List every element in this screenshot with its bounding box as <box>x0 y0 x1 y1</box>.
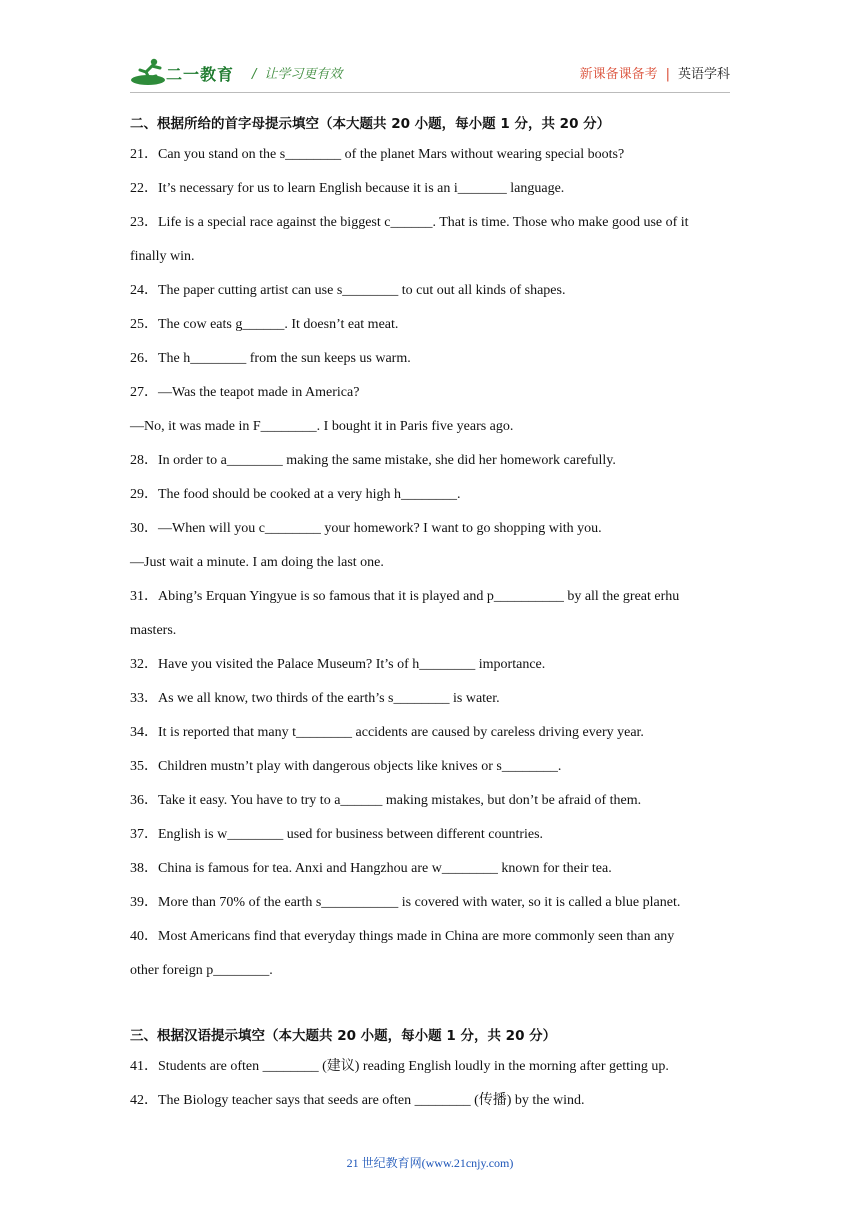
question-line: 22．It’s necessary for us to learn English because it is an i_______ language. <box>130 181 565 196</box>
header-course-label: 新课备课备考 <box>579 67 658 82</box>
question-line: 25．The cow eats g______. It doesn’t eat meat. <box>130 317 399 332</box>
question-line: —Just wait a minute. I am doing the last one. <box>130 555 384 570</box>
question-line: 27．—Was the teapot made in America? <box>130 385 360 400</box>
question-line: finally win. <box>130 249 195 264</box>
question-line: 36．Take it easy. You have to try to a______ making mistakes, but don’t be afraid of them. <box>130 793 642 808</box>
section-2-title: 二、根据所给的首字母提示填空（本大题共 20 小题，每小题 1 分，共 20 分） <box>130 116 611 132</box>
slogan: / 让学习更有效 <box>252 67 343 82</box>
question-line: 30．—When will you c________ your homework? I want to go shopping with you. <box>130 521 602 536</box>
question-line: 35．Children mustn’t play with dangerous objects like knives or s________. <box>130 759 562 774</box>
logo-text: 二一教育 <box>166 65 235 84</box>
header-divider <box>130 92 730 93</box>
question-line: 26．The h________ from the sun keeps us warm. <box>130 351 411 366</box>
question-line: 28．In order to a________ making the same mistake, she did her homework carefully. <box>130 453 616 468</box>
logo <box>130 56 242 88</box>
runner-logo-icon <box>130 56 170 88</box>
question-line: 39．More than 70% of the earth s___________ is covered with water, so it is called a blue planet. <box>130 895 681 910</box>
slogan-text: 让学习更有效 <box>264 67 343 82</box>
question-line: 23．Life is a special race against the biggest c______. That is time. Those who make good use of it <box>130 215 689 230</box>
question-line: 41．Students are often ________ (建议) reading English loudly in the morning after getting up. <box>130 1059 669 1074</box>
question-line: 38．China is famous for tea. Anxi and Hangzhou are w________ known for their tea. <box>130 861 612 876</box>
question-line: 40．Most Americans find that everyday things made in China are more commonly seen than any <box>130 929 675 944</box>
question-line: 32．Have you visited the Palace Museum? It’s of h________ importance. <box>130 657 546 672</box>
question-line: —No, it was made in F________. I bought it in Paris five years ago. <box>130 419 514 434</box>
question-line: 33．As we all know, two thirds of the earth’s s________ is water. <box>130 691 500 706</box>
header-subject: 新课备课备考 | 英语学科 <box>579 67 730 82</box>
page-header <box>130 56 730 88</box>
header-subject-label: 英语学科 <box>677 67 730 82</box>
question-line: 37．English is w________ used for business between different countries. <box>130 827 544 842</box>
section-3-title: 三、根据汉语提示填空（本大题共 20 小题，每小题 1 分，共 20 分） <box>130 1028 557 1044</box>
question-line: 34．It is reported that many t________ accidents are caused by careless driving every year. <box>130 725 644 740</box>
question-line: 21．Can you stand on the s________ of the planet Mars without wearing special boots? <box>130 147 625 162</box>
question-line: 24．The paper cutting artist can use s________ to cut out all kinds of shapes. <box>130 283 566 298</box>
question-line: 29．The food should be cooked at a very high h________. <box>130 487 461 502</box>
page-footer: 21 世纪教育网(www.21cnjy.com) <box>346 1156 514 1170</box>
question-line: 42．The Biology teacher says that seeds are often ________ (传播) by the wind. <box>130 1093 585 1108</box>
question-line: masters. <box>130 623 177 638</box>
question-line: other foreign p________. <box>130 963 273 978</box>
question-line: 31．Abing’s Erquan Yingyue is so famous that it is played and p__________ by all the great erhu <box>130 589 680 604</box>
